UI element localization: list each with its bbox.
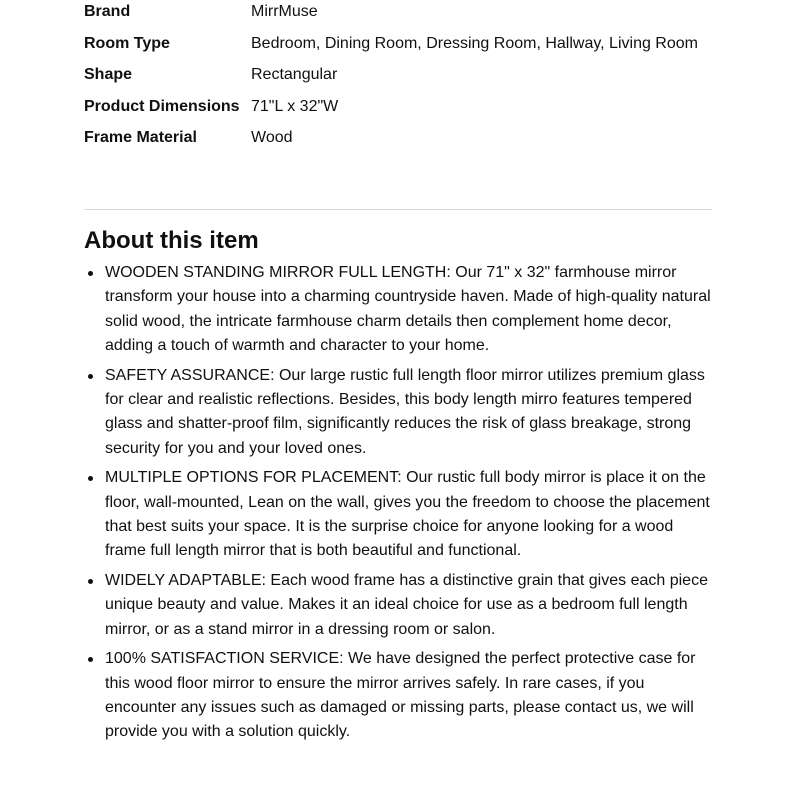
spec-row-product-dimensions <box>84 95 712 127</box>
spec-label: Room Type <box>84 34 170 52</box>
bullet-text: WIDELY ADAPTABLE: Each wood frame has a distinctive grain that gives each piece unique beauty and value. Makes it an ideal choice for use as a bedroom full length mirror, or as a stand mirror in a dressing room or salon. <box>105 571 708 638</box>
about-bullet-item <box>84 466 712 564</box>
bullet-dot-icon <box>88 374 93 379</box>
bullet-dot-icon <box>88 657 93 662</box>
spec-value: Wood <box>251 129 293 146</box>
spec-label: Frame Material <box>84 129 197 146</box>
bullet-dot-icon <box>88 476 93 481</box>
about-this-item-heading: About this item <box>84 227 259 254</box>
product-details-table <box>84 0 712 158</box>
spec-row-frame-material <box>84 126 712 158</box>
spec-value: Rectangular <box>251 66 338 83</box>
bullet-dot-icon <box>88 579 93 584</box>
about-bullet-list <box>84 261 712 750</box>
spec-value: 71"L x 32"W <box>251 97 339 115</box>
spec-value: Bedroom, Dining Room, Dressing Room, Hallway, Living Room <box>251 34 698 52</box>
spec-row-shape <box>84 63 712 95</box>
spec-row-room-type <box>84 32 712 64</box>
spec-label: Product Dimensions <box>84 97 240 115</box>
product-details-section <box>84 0 712 158</box>
bullet-text: SAFETY ASSURANCE: Our large rustic full length floor mirror utilizes premium glass for clear and realistic reflections. Besides, this body length mirro features tempered glass and shatter-proof film, significantly reduces the risk of glass breakage, strong security for you and your loved ones. <box>105 366 705 457</box>
bullet-text: 100% SATISFACTION SERVICE: We have designed the perfect protective case for this wood floor mirror to ensure the mirror arrives safely. In rare cases, if you encounter any issues such as damaged or missing parts, please contact us, we will provide you with a solution quickly. <box>105 650 696 741</box>
spec-row-brand <box>84 0 712 32</box>
spec-label: Shape <box>84 66 133 83</box>
about-bullet-item <box>84 569 712 642</box>
spec-label: Brand <box>84 3 131 20</box>
bullet-text: MULTIPLE OPTIONS FOR PLACEMENT: Our rustic full body mirror is place it on the floor, wall-mounted, Lean on the wall, gives you the freedom to choose the placement that best suits your space. It is the surprise choice for anyone looking for a wood frame full length mirror that is both beautiful and functional. <box>105 469 710 560</box>
spec-value: MirrMuse <box>251 3 318 20</box>
about-bullet-item <box>84 364 712 462</box>
about-bullet-item <box>84 647 712 745</box>
bullet-text: WOODEN STANDING MIRROR FULL LENGTH: Our 71" x 32" farmhouse mirror transform your house into a charming countryside haven. Made of high-quality natural solid wood, the intricate farmhouse charm details then complement home decor, adding a touch of warmth and character to your home. <box>105 264 711 355</box>
about-bullet-item <box>84 261 712 359</box>
section-divider <box>84 209 712 210</box>
bullet-dot-icon <box>88 271 93 276</box>
